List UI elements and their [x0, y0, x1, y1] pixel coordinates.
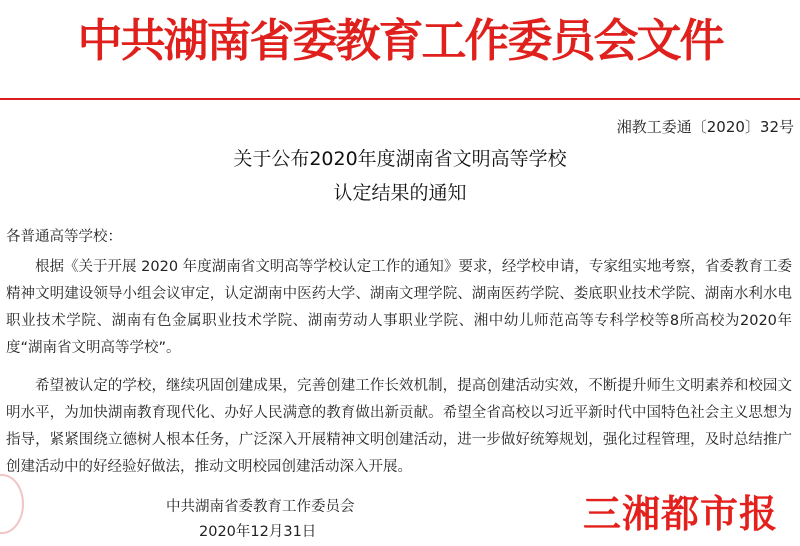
newspaper-watermark-logo: 三湘都市报: [583, 492, 779, 536]
stamp-seal-edge: [0, 474, 24, 534]
body-paragraph-1: 根据《关于开展 2020 年度湖南省文明高等学校认定工作的通知》要求，经学校申请，专家组实地考察，省委教育工委精神文明建设领导小组会议审定，认定湖南中医药大学、湖南文理学院、湖南医药学院、娄底职业技术学院、湖南水利水电职业技术学院、湖南有色金属职业技术学院、湖南劳动人事职业学院、湘中幼儿师范高等专科学校等8所高校为2020年度“湖南省文明高等学校”。: [6, 259, 792, 356]
document-header-title: 中共湖南省委教育工作委员会文件: [77, 14, 723, 67]
document-title-line-2: 认定结果的通知: [333, 182, 467, 204]
salutation: 各普通高等学校：: [6, 229, 122, 245]
header-red-rule: [0, 98, 800, 100]
document-title-line-1: 关于公布2020年度湖南省文明高等学校: [233, 148, 567, 170]
signature-organization: 中共湖南省委教育工作委员会: [166, 499, 355, 515]
body-paragraph-2: 希望被认定的学校，继续巩固创建成果，完善创建工作长效机制，提高创建活动实效，不断提升师生文明素养和校园文明水平，为加快湖南教育现代化、办好人民满意的教育做出新贡献。希望全省高校以习近平新时代中国特色社会主义思想为指导，紧紧围绕立德树人根本任务，广泛深入开展精神文明创建活动，进一步做好统筹规划，强化过程管理，及时总结推广创建活动中的好经验好做法，推动文明校园创建活动深入开展。: [6, 378, 792, 475]
document-number: 湘教工委通〔2020〕32号: [616, 118, 794, 136]
signature-date: 2020年12月31日: [199, 524, 317, 540]
